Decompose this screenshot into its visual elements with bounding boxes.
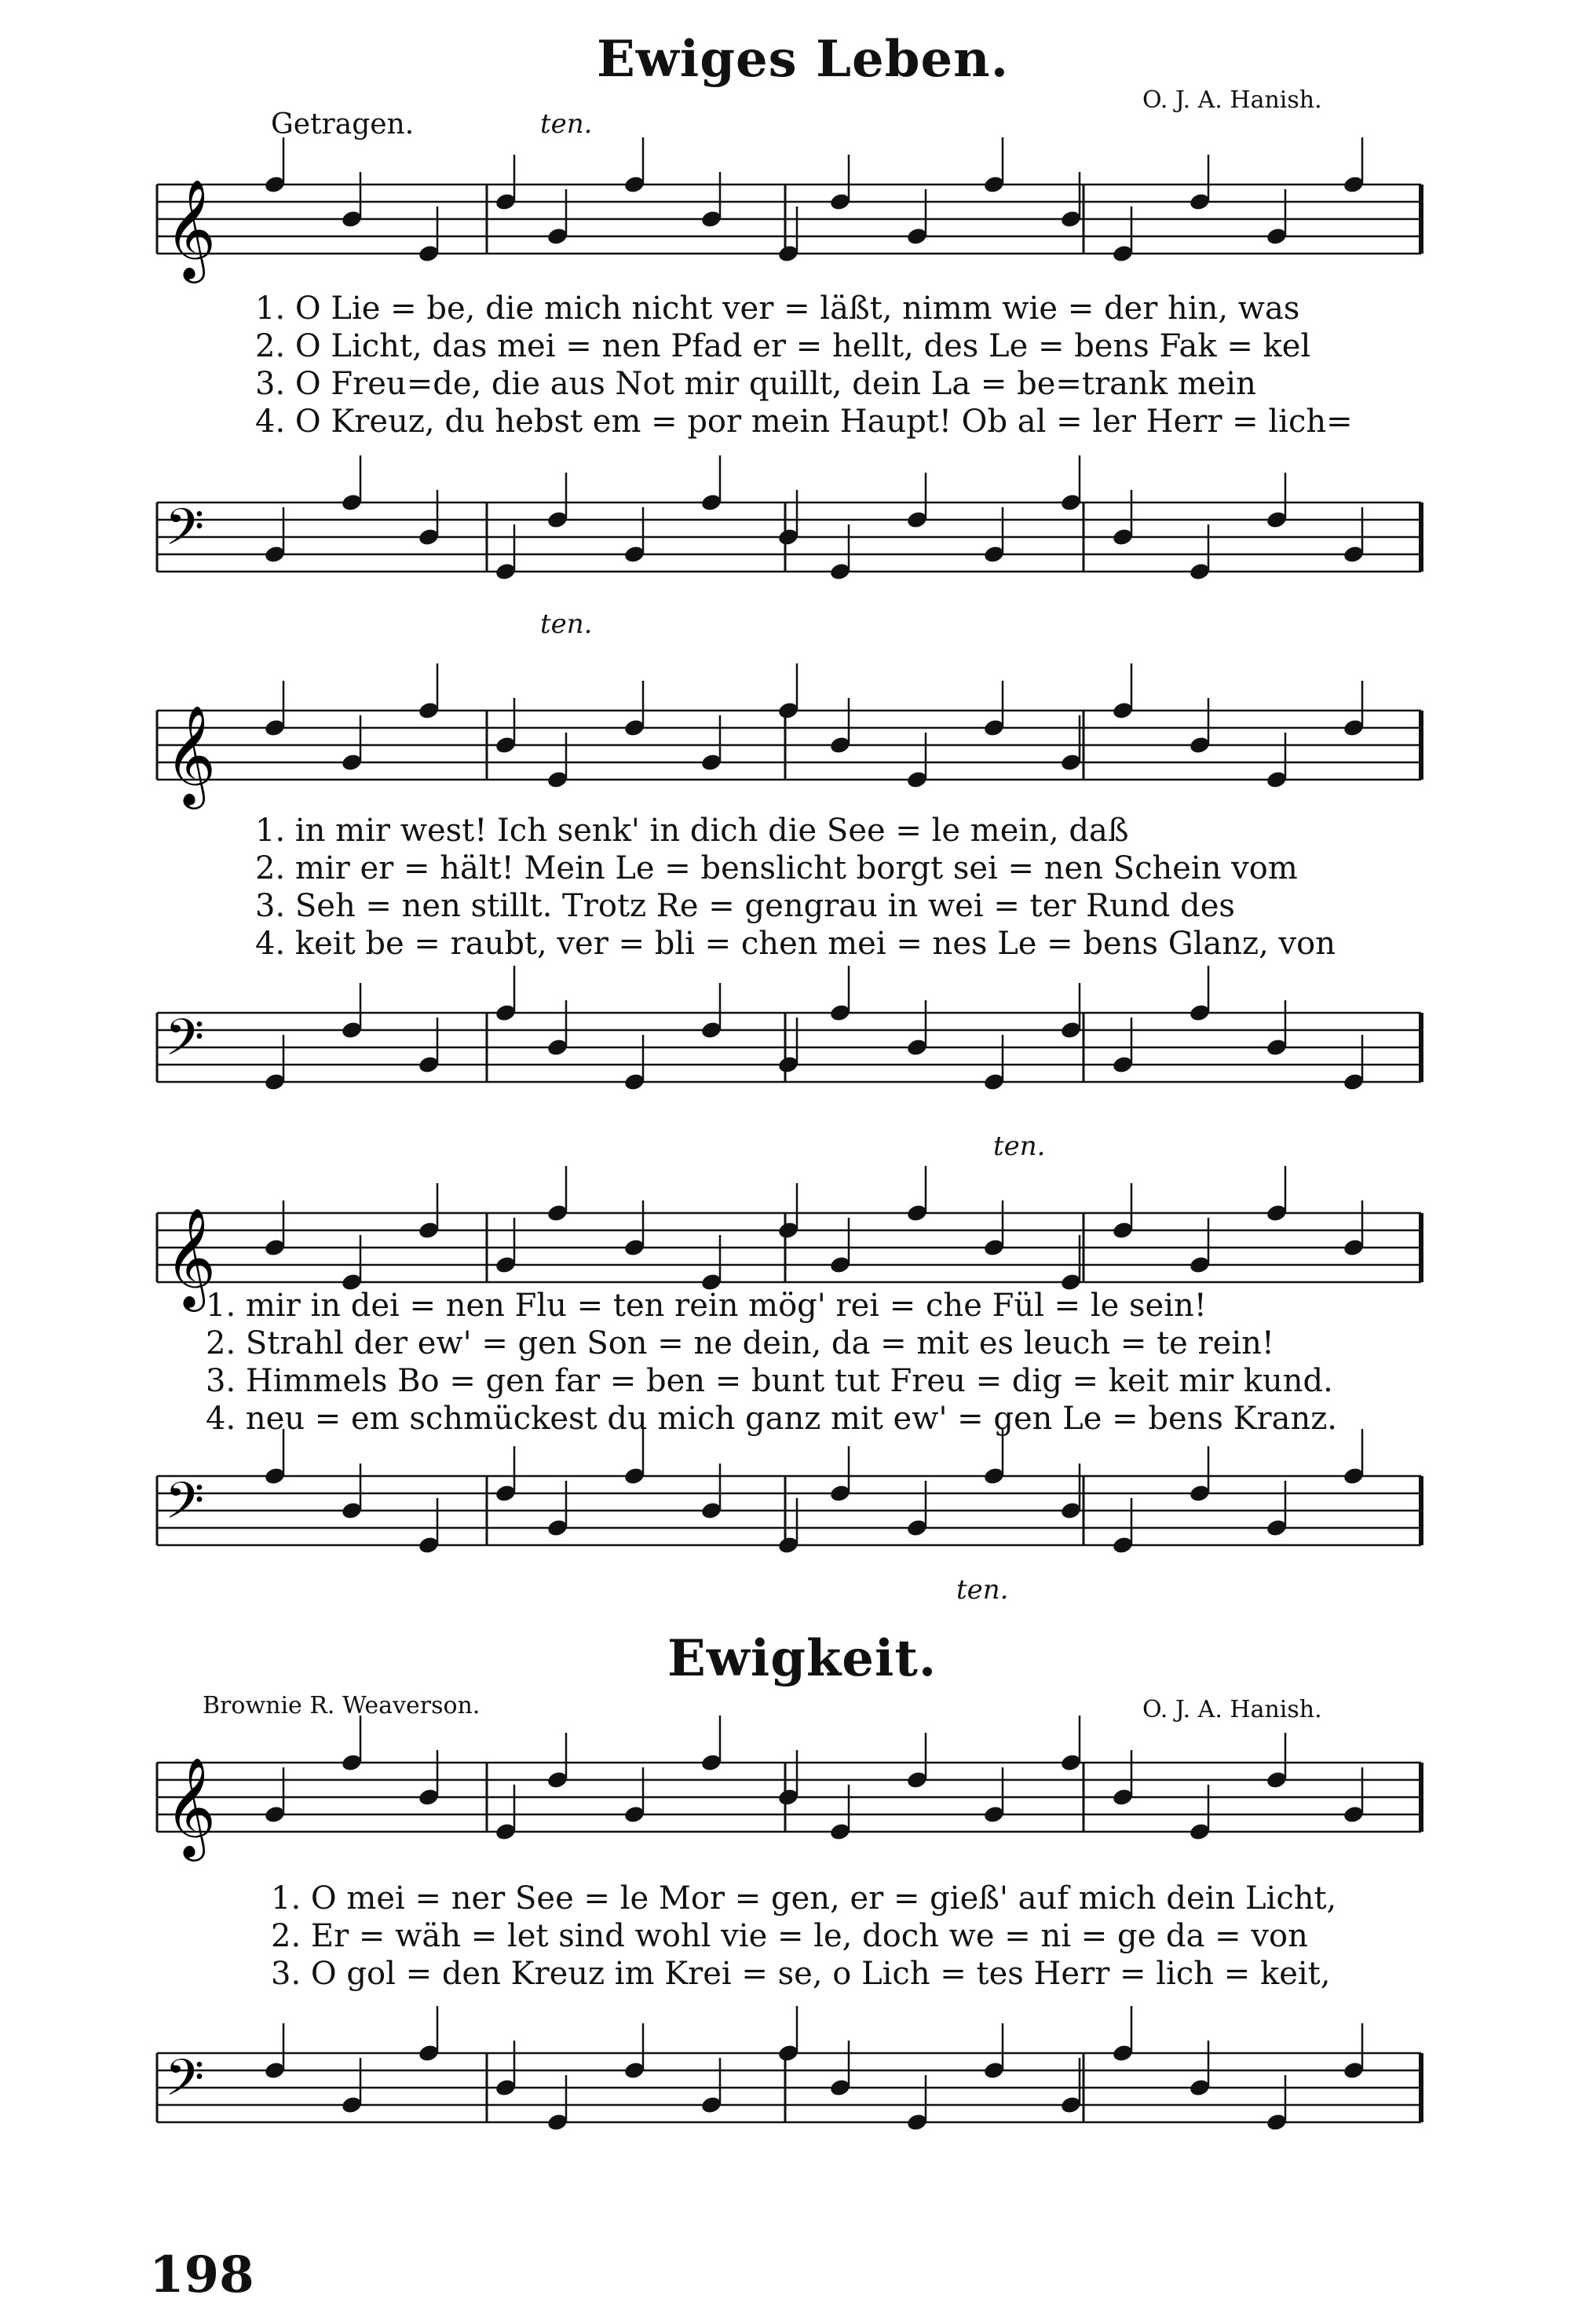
hymn1-system3-bass-staff <box>157 1460 1429 1562</box>
hymn1-system2-treble-staff <box>157 695 1429 805</box>
tenuto-mark-3: ten. <box>993 1131 1046 1162</box>
tenuto-mark-4: ten. <box>956 1574 1009 1606</box>
hymn1-s2-verse-3: 3. Seh = nen stillt. Trotz Re = gengrau in wei = ter Rund des <box>255 888 1235 924</box>
hymn1-s3-verse-2: 2. Strahl der ew' = gen Son = ne dein, da = mit es leuch = te rein! <box>206 1325 1274 1361</box>
hymn2-treble-staff <box>157 1747 1429 1857</box>
hymn1-system1-treble-staff <box>157 169 1429 279</box>
hymn1-system2-bass-staff <box>157 997 1429 1099</box>
hymn1-s2-verse-1: 1. in mir west! Ich senk' in dich die See = le mein, daß <box>255 813 1129 849</box>
hymn2-verse-3: 3. O gol = den Kreuz im Krei = se, o Lich = tes Herr = lich = keit, <box>271 1956 1331 1992</box>
tempo-marking: Getragen. <box>271 108 415 141</box>
hymn1-s3-verse-1: 1. mir in dei = nen Flu = ten rein mög' rei = che Fül = le sein! <box>206 1288 1207 1324</box>
tenuto-mark-1: ten. <box>540 108 593 140</box>
hymn1-title: Ewiges Leben. <box>597 30 1009 89</box>
bass-clef-icon: 𝄢 <box>165 2049 205 2120</box>
hymn2-verse-2: 2. Er = wäh = let sind wohl vie = le, doch we = ni = ge da = von <box>271 1918 1308 1954</box>
hymn1-s1-verse-2: 2. O Licht, das mei = nen Pfad er = hellt, des Le = bens Fak = kel <box>255 328 1311 364</box>
treble-clef-icon: 𝄞 <box>165 178 217 279</box>
hymn2-author: O. J. A. Hanish. <box>1142 1696 1322 1723</box>
hymn1-s2-verse-4: 4. keit be = raubt, ver = bli = chen mei = nes Le = bens Glanz, von <box>255 926 1336 962</box>
hymn2-bass-staff <box>157 2037 1429 2139</box>
hymn2-title: Ewigkeit. <box>667 1629 937 1688</box>
hymn1-s3-verse-3: 3. Himmels Bo = gen far = ben = bunt tut Freu = dig = keit mir kund. <box>206 1363 1333 1399</box>
tenuto-mark-2: ten. <box>540 608 593 640</box>
hymn1-s1-verse-1: 1. O Lie = be, die mich nicht ver = läßt, nimm wie = der hin, was <box>255 290 1300 327</box>
hymn1-s1-verse-4: 4. O Kreuz, du hebst em = por mein Haupt! Ob al = ler Herr = lich= <box>255 404 1353 440</box>
hymn1-s1-verse-3: 3. O Freu=de, die aus Not mir quillt, dein La = be=trank mein <box>255 366 1256 402</box>
hymn1-s3-verse-4: 4. neu = em schmückest du mich ganz mit ew' = gen Le = bens Kranz. <box>206 1401 1338 1437</box>
hymn1-s2-verse-2: 2. mir er = hält! Mein Le = benslicht borgt sei = nen Schein vom <box>255 850 1298 886</box>
hymn2-verse-1: 1. O mei = ner See = le Mor = gen, er = gieß' auf mich dein Licht, <box>271 1880 1337 1917</box>
hymn1-author: O. J. A. Hanish. <box>1142 86 1322 114</box>
hymn2-composer: Brownie R. Weaverson. <box>203 1692 481 1719</box>
treble-clef-icon: 𝄞 <box>165 1207 217 1307</box>
treble-clef-icon: 𝄞 <box>165 1756 217 1857</box>
bass-clef-icon: 𝄢 <box>165 1472 205 1543</box>
treble-clef-icon: 𝄞 <box>165 704 217 805</box>
page-number: 198 <box>149 2245 254 2304</box>
hymn1-system1-bass-staff <box>157 487 1429 589</box>
bass-clef-icon: 𝄢 <box>165 499 205 569</box>
bass-clef-icon: 𝄢 <box>165 1009 205 1080</box>
